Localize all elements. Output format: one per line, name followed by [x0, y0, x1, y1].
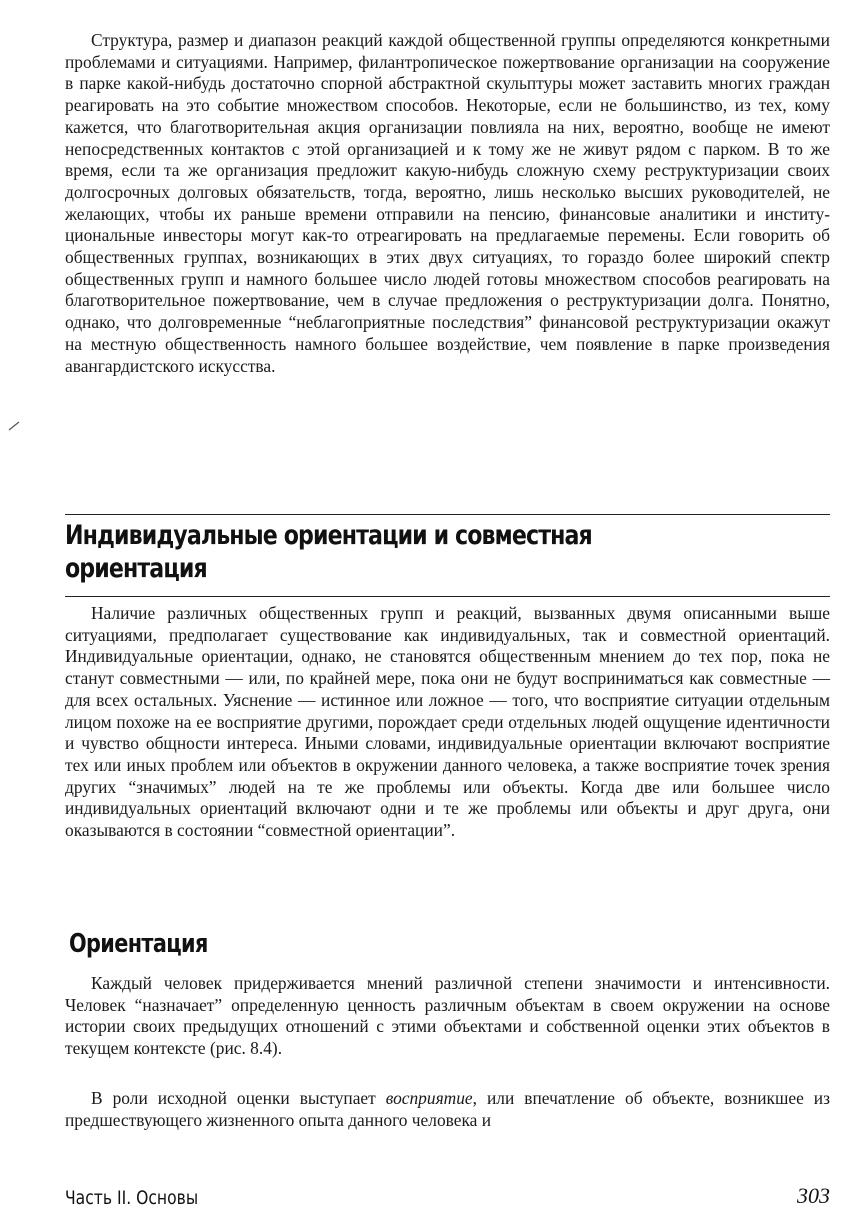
- heading-rule-bottom: [65, 596, 830, 597]
- body-paragraph: [65, 1088, 830, 1131]
- paragraph-text: , или впечатление об объекте, возникшее из предшествующего жизненного опыта данного человека и: [65, 1088, 830, 1130]
- subsection-heading: Ориентация: [69, 929, 208, 959]
- heading-rule-top: [65, 514, 830, 515]
- running-footer-section: Часть II. Основы: [65, 1187, 199, 1209]
- section-heading-line-1: Индивидуальные ориентации и совместная: [65, 520, 592, 551]
- book-page: [65, 0, 830, 1231]
- body-paragraph: Наличие различных общественных групп и реакций, вызванных двумя описанными выше ситуациями, предполагает существование как индивидуальных, так и совместной ориентаций. Индивидуальные ориентации, однако, не становятся общественным мнением до тех пор, пока не станут совместными — или, по крайней мере, пока они не будут восприниматься как совместные — для всех остальных. Уяснение — истинное или ложное — того, что восприятие ситуации отдельным лицом похоже на ее восприятие другими, порождает среди отдельных людей ощущение идентичности и чувство общности интереса. Иными словами, индивидуальные ориентации включают восприятие тех или иных проблем или объектов в окружении данного человека, а также восприятие точек зрения других “значимых” людей на те же проблемы или объекты. Когда две или большее число индивидуальных ориентаций включают одни и те же проблемы или объекты и друг друга, они оказываются в состоянии “совместной ориентации”.: [65, 603, 830, 841]
- section-heading-line-2: ориентация: [65, 553, 207, 584]
- body-paragraph: Структура, размер и диапазон реакций каждой общественной группы определяются конкретными проблемами и ситуациями. Например, филантропическое пожертвование организации на сооружение в парке какой-нибудь достаточно спорной абстрактной скульптуры может заставить многих граждан реагировать на это событие множеством способов. Некоторые, если не большинство, из тех, кому кажется, что благотворительная акция организации повлияла на них, вероятно, вообще не имеют непосредственных контактов с этой организацией и к тому же не живут рядом с парком. В то же время, если та же организация предложит какую-нибудь сложную схему реструктуризации своих долгосрочных долговых обязательств, тогда, вероятно, лишь несколько высших руководителей, не желающих, чтобы их раньше времени отправили на пенсию, финансовые аналитики и институциональные инвесторы могут как-то отреагировать на предлагаемые перемены. Если говорить об общественных группах, возникающих в этих двух ситуациях, то гораздо более широкий спектр общественных групп и намного большее число людей готовы множеством способов реагировать на благотворительное пожертвование, чем в случае предложения о реструктуризации долга. Понятно, однако, что долговременные “неблагоприятные последствия” финансовой реструктуризации окажут на местную общественность намного большее воздействие, чем появление в парке произведения авангардистского искусства.: [65, 30, 830, 376]
- page-number: 303: [797, 1183, 830, 1208]
- section-heading: [65, 519, 692, 585]
- emphasized-term: восприятие: [385, 1088, 473, 1108]
- body-paragraph: Каждый человек придерживается мнений различной степени значимости и интенсивности. Человек “назначает” определенную ценность различным объектам в своем окружении на основе истории своих предыдущих отношений с этими объектами и собственной оценки этих объектов в текущем контексте (рис. 8.4).: [65, 973, 830, 1059]
- pencil-mark: [7, 418, 21, 432]
- paragraph-text: В роли исходной оценки выступает: [91, 1088, 386, 1108]
